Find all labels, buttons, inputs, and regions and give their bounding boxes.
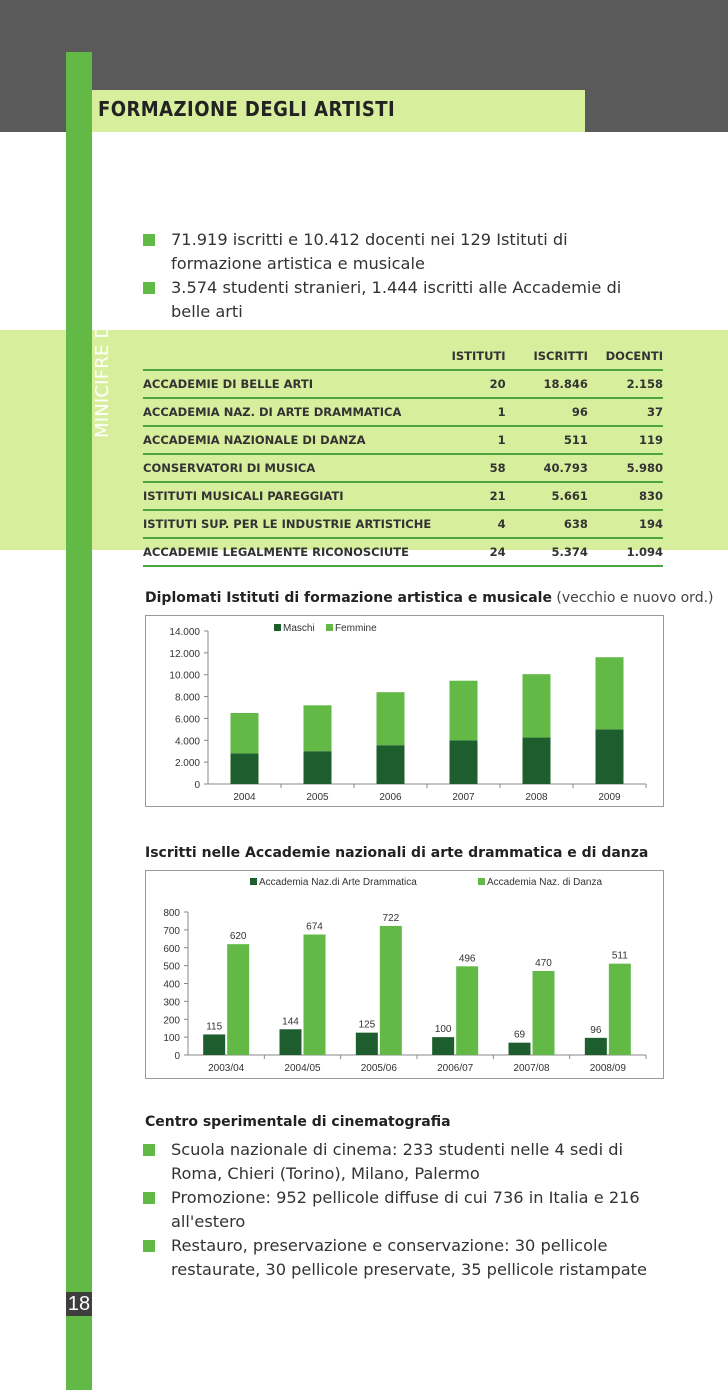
data-label: 620 (229, 931, 247, 943)
cell-name: ISTITUTI SUP. PER LE INDUSTRIE ARTISTICHE (143, 510, 431, 538)
cell-iscritti: 18.846 (506, 370, 588, 398)
legend-swatch (250, 878, 257, 885)
data-label: 722 (382, 912, 400, 924)
square-bullet-icon (143, 1192, 155, 1204)
cell-iscritti: 638 (506, 510, 588, 538)
data-label: 511 (611, 950, 628, 962)
column-header-istituti: ISTITUTI (431, 343, 505, 370)
table-row (143, 538, 663, 566)
data-label: 496 (458, 953, 476, 965)
bar-drammatica (432, 1037, 454, 1055)
page-title: FORMAZIONE DEGLI ARTISTI (98, 97, 396, 121)
y-tick-label: 10.000 (169, 670, 200, 682)
cell-iscritti: 511 (506, 426, 588, 454)
list-item (143, 276, 663, 324)
chart2-heading: Iscritti nelle Accademie nazionali di arte drammatica e di danza (145, 845, 649, 861)
x-tick-label: 2004/05 (284, 1063, 321, 1074)
bar-drammatica (280, 1029, 302, 1055)
chart1-heading-bold: Diplomati Istituti di formazione artistica e musicale (145, 590, 552, 606)
bar-maschi (523, 738, 551, 784)
list-item (143, 1234, 663, 1282)
legend-swatch (274, 624, 281, 631)
cinema-item-text: Promozione: 952 pellicole diffuse di cui 736 in Italia e 216 all'estero (171, 1188, 640, 1231)
cell-iscritti: 96 (506, 398, 588, 426)
highlight-text: 71.919 iscritti e 10.412 docenti nei 129 Istituti di formazione artistica e musicale (171, 230, 568, 273)
column-header-docenti: DOCENTI (588, 343, 663, 370)
bar-danza (533, 971, 555, 1055)
x-tick-label: 2008 (525, 792, 548, 803)
legend-swatch (478, 878, 485, 885)
chart2-svg (146, 871, 663, 1078)
x-tick-label: 2005/06 (360, 1063, 397, 1074)
bar-femmine (596, 657, 624, 729)
data-label: 115 (206, 1021, 223, 1033)
y-tick-label: 4.000 (174, 736, 200, 748)
x-tick-label: 2003/04 (208, 1063, 245, 1074)
bar-femmine (523, 674, 551, 737)
list-item (143, 228, 663, 276)
cinema-item-text: Restauro, preservazione e conservazione: 30 pellicole restaurate, 30 pellicole preservate, 35 pellicole ristampate (171, 1236, 647, 1279)
x-tick-label: 2006/07 (437, 1063, 474, 1074)
cell-istituti: 21 (431, 482, 505, 510)
cell-name: CONSERVATORI DI MUSICA (143, 454, 431, 482)
bar-femmine (231, 713, 259, 753)
side-green-bar (66, 52, 92, 1390)
bar-danza (456, 966, 478, 1055)
data-label: 96 (590, 1024, 602, 1036)
table-row (143, 510, 663, 538)
highlight-text: 3.574 studenti stranieri, 1.444 iscritti alle Accademie di belle arti (171, 278, 622, 321)
bar-danza (380, 926, 402, 1055)
cell-docenti: 2.158 (588, 370, 663, 398)
cell-istituti: 58 (431, 454, 505, 482)
list-item (143, 1186, 663, 1234)
bar-drammatica (585, 1038, 607, 1055)
cell-name: ACCADEMIE LEGALMENTE RICONOSCIUTE (143, 538, 431, 566)
table-row (143, 454, 663, 482)
y-tick-label: 400 (163, 979, 180, 991)
bar-danza (227, 944, 249, 1055)
table-header-spacer (143, 343, 431, 370)
bar-maschi (377, 745, 405, 784)
legend-label: Maschi (283, 623, 315, 634)
data-label: 100 (434, 1024, 452, 1036)
cell-name: ISTITUTI MUSICALI PAREGGIATI (143, 482, 431, 510)
bar-drammatica (203, 1034, 225, 1055)
data-label: 674 (306, 921, 323, 933)
cell-docenti: 194 (588, 510, 663, 538)
bar-maschi (450, 740, 478, 784)
table-row (143, 398, 663, 426)
cell-docenti: 5.980 (588, 454, 663, 482)
bar-maschi (304, 751, 332, 784)
square-bullet-icon (143, 234, 155, 246)
y-tick-label: 12.000 (169, 648, 200, 660)
chart1-svg (146, 616, 663, 806)
cell-istituti: 1 (431, 426, 505, 454)
bar-danza (304, 935, 326, 1055)
cell-istituti: 24 (431, 538, 505, 566)
y-tick-label: 800 (163, 908, 180, 919)
bar-drammatica (509, 1043, 531, 1055)
bar-maschi (596, 729, 624, 784)
vertical-section-label: MINICIFRE DELLA CULTURA (92, 190, 113, 438)
data-label: 144 (282, 1016, 299, 1028)
bar-drammatica (356, 1033, 378, 1055)
bar-femmine (304, 705, 332, 751)
cell-iscritti: 40.793 (506, 454, 588, 482)
cinema-title: Centro sperimentale di cinematografia (145, 1114, 451, 1130)
cell-istituti: 20 (431, 370, 505, 398)
cell-docenti: 1.094 (588, 538, 663, 566)
y-tick-label: 2.000 (174, 758, 200, 770)
institutes-table (143, 343, 663, 567)
cell-istituti: 1 (431, 398, 505, 426)
table-header-row (143, 343, 663, 370)
chart2-frame (145, 870, 664, 1079)
square-bullet-icon (143, 1240, 155, 1252)
chart1-heading-note: (vecchio e nuovo ord.) (551, 590, 714, 606)
legend-label: Accademia Naz. di Danza (487, 877, 603, 888)
bar-femmine (450, 681, 478, 741)
cell-iscritti: 5.374 (506, 538, 588, 566)
cell-name: ACCADEMIA NAZ. DI ARTE DRAMMATICA (143, 398, 431, 426)
cinema-list (143, 1138, 663, 1282)
x-tick-label: 2009 (598, 792, 621, 803)
chart1-frame (145, 615, 664, 807)
y-tick-label: 14.000 (169, 627, 200, 638)
data-label: 125 (358, 1019, 376, 1031)
cell-istituti: 4 (431, 510, 505, 538)
page-number: 18 (67, 1293, 91, 1315)
column-header-iscritti: ISCRITTI (506, 343, 588, 370)
square-bullet-icon (143, 1144, 155, 1156)
y-tick-label: 0 (174, 1051, 180, 1062)
square-bullet-icon (143, 282, 155, 294)
legend-swatch (326, 624, 333, 631)
cell-docenti: 830 (588, 482, 663, 510)
data-label: 470 (535, 957, 552, 969)
x-tick-label: 2007 (452, 792, 475, 803)
x-tick-label: 2005 (306, 792, 329, 803)
legend-label: Accademia Naz.di Arte Drammatica (259, 877, 417, 888)
x-tick-label: 2007/08 (513, 1063, 550, 1074)
y-tick-label: 600 (163, 943, 180, 955)
chart1-heading (145, 590, 714, 606)
cinema-item-text: Scuola nazionale di cinema: 233 studenti nelle 4 sedi di Roma, Chieri (Torino), Milano, Palermo (171, 1140, 623, 1183)
y-tick-label: 500 (163, 961, 180, 973)
y-tick-label: 700 (163, 925, 180, 937)
bar-femmine (377, 692, 405, 745)
bar-danza (609, 964, 631, 1055)
table-row (143, 426, 663, 454)
y-tick-label: 6.000 (174, 714, 200, 726)
y-tick-label: 100 (163, 1033, 180, 1045)
table-row (143, 482, 663, 510)
list-item (143, 1138, 663, 1186)
y-tick-label: 300 (163, 997, 180, 1009)
legend-label: Femmine (335, 623, 377, 634)
cell-name: ACCADEMIE DI BELLE ARTI (143, 370, 431, 398)
x-tick-label: 2008/09 (589, 1063, 626, 1074)
cell-iscritti: 5.661 (506, 482, 588, 510)
bar-maschi (231, 753, 259, 784)
data-label: 69 (513, 1029, 526, 1041)
cell-docenti: 119 (588, 426, 663, 454)
x-tick-label: 2006 (379, 792, 402, 803)
y-tick-label: 200 (163, 1015, 180, 1027)
cell-docenti: 37 (588, 398, 663, 426)
y-tick-label: 8.000 (174, 692, 200, 704)
y-tick-label: 0 (194, 780, 200, 791)
highlights-list (143, 228, 663, 324)
table-row (143, 370, 663, 398)
cell-name: ACCADEMIA NAZIONALE DI DANZA (143, 426, 431, 454)
x-tick-label: 2004 (233, 792, 256, 803)
